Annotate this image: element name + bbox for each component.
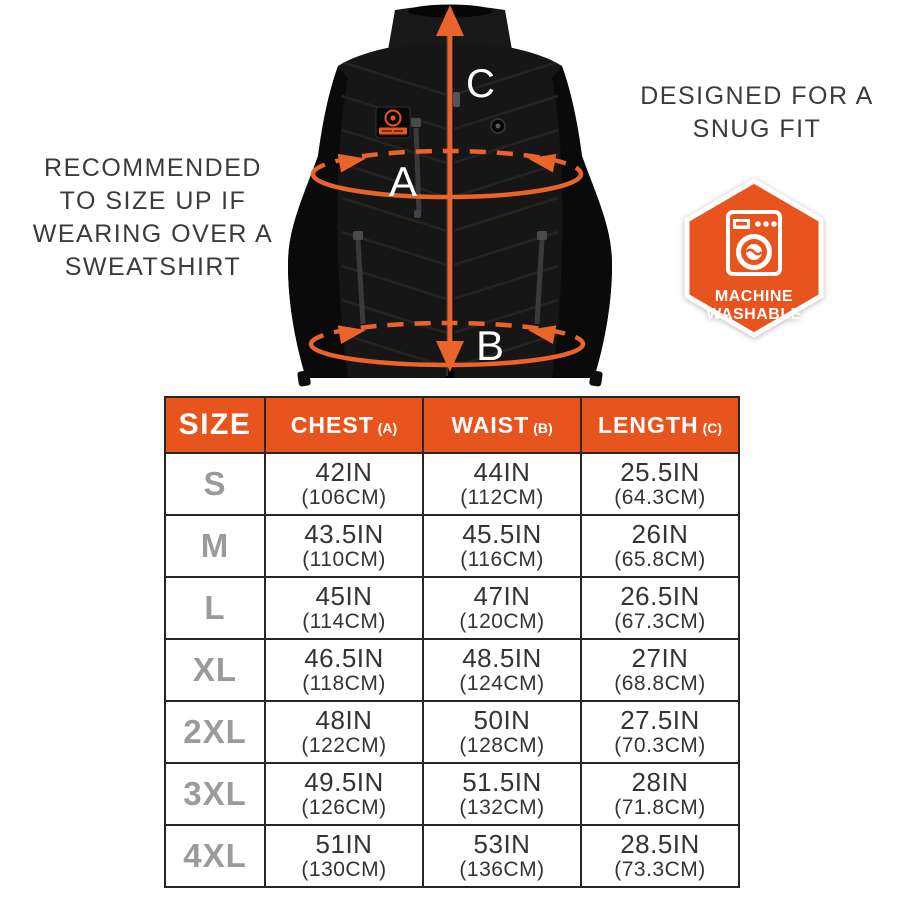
value-inches: 48IN	[315, 705, 373, 735]
value-cm: (110CM)	[302, 548, 386, 571]
chest-cell	[265, 639, 423, 701]
chest-cell	[265, 701, 423, 763]
value-cm: (114CM)	[302, 610, 386, 633]
value-cm: (128CM)	[459, 734, 545, 757]
value-inches: 42IN	[315, 457, 373, 487]
size-cell: 4XL	[165, 825, 265, 887]
value-inches: 50IN	[473, 705, 531, 735]
vest-button	[491, 119, 505, 133]
table-row	[165, 825, 739, 887]
length-label: C	[466, 62, 495, 106]
value-cm: (64.3CM)	[614, 486, 706, 509]
value-cm: (106CM)	[301, 486, 387, 509]
value-cm: (132CM)	[459, 796, 545, 819]
size-chart-table	[164, 396, 740, 888]
length-cell	[581, 515, 739, 577]
value-cm: (124CM)	[459, 672, 545, 695]
value-inches: 51.5IN	[462, 767, 542, 797]
snug-fit-note	[608, 80, 900, 146]
size-cell: 2XL	[165, 701, 265, 763]
value-cm: (112CM)	[460, 486, 544, 509]
length-cell	[581, 825, 739, 887]
size-cell: S	[165, 453, 265, 515]
chest-label: A	[388, 158, 418, 205]
waist-cell	[423, 825, 581, 887]
value-inches: 28.5IN	[620, 829, 700, 859]
value-inches: 48.5IN	[462, 643, 542, 673]
waist-cell	[423, 515, 581, 577]
note-line: DESIGNED FOR A	[640, 82, 874, 110]
chest-cell	[265, 825, 423, 887]
value-inches: 45IN	[315, 581, 373, 611]
col-header-label: CHEST	[290, 411, 374, 438]
machine-washable-badge	[681, 178, 827, 338]
waist-cell	[423, 453, 581, 515]
note-line: SNUG FIT	[692, 115, 822, 143]
col-header-label: SIZE	[178, 408, 252, 441]
length-cell	[581, 577, 739, 639]
chest-cell	[265, 453, 423, 515]
waist-cell	[423, 577, 581, 639]
value-inches: 26IN	[631, 519, 689, 549]
value-inches: 43.5IN	[304, 519, 384, 549]
col-header-label: LENGTH	[598, 411, 699, 438]
value-inches: 53IN	[473, 829, 531, 859]
value-cm: (71.8CM)	[614, 796, 706, 819]
sizing-recommendation-note	[8, 152, 298, 284]
size-cell: L	[165, 577, 265, 639]
value-inches: 45.5IN	[462, 519, 542, 549]
col-header-sub: (B)	[533, 419, 553, 436]
table-row	[165, 515, 739, 577]
value-cm: (122CM)	[301, 734, 387, 757]
value-inches: 25.5IN	[620, 457, 700, 487]
size-cell: M	[165, 515, 265, 577]
note-line: SWEATSHIRT	[64, 253, 242, 281]
value-inches: 27.5IN	[620, 705, 700, 735]
table-row	[165, 577, 739, 639]
waist-cell	[423, 701, 581, 763]
value-cm: (120CM)	[459, 610, 545, 633]
value-inches: 47IN	[473, 581, 531, 611]
value-inches: 51IN	[315, 829, 373, 859]
value-cm: (73.3CM)	[614, 858, 706, 881]
table-header-row	[165, 397, 739, 453]
table-row	[165, 763, 739, 825]
col-header-size	[165, 397, 265, 453]
length-cell	[581, 763, 739, 825]
length-cell	[581, 453, 739, 515]
machine-washable-hexagon	[681, 178, 827, 338]
value-cm: (68.8CM)	[614, 672, 706, 695]
value-inches: 46.5IN	[304, 643, 384, 673]
chest-cell	[265, 577, 423, 639]
size-cell: 3XL	[165, 763, 265, 825]
badge-text-line1: MACHINE	[714, 288, 794, 305]
value-inches: 28IN	[631, 767, 689, 797]
table-row	[165, 453, 739, 515]
value-cm: (70.3CM)	[614, 734, 706, 757]
col-header-label: WAIST	[451, 411, 530, 438]
value-cm: (67.3CM)	[614, 610, 706, 633]
value-cm: (136CM)	[459, 858, 545, 881]
value-cm: (130CM)	[301, 858, 387, 881]
brand-patch	[376, 107, 410, 138]
length-cell	[581, 639, 739, 701]
chest-cell	[265, 763, 423, 825]
col-header-chest	[265, 397, 423, 453]
value-inches: 44IN	[473, 457, 531, 487]
size-cell: XL	[165, 639, 265, 701]
note-line: WEARING OVER A	[32, 220, 274, 248]
value-inches: 26.5IN	[620, 581, 700, 611]
value-cm: (65.8CM)	[614, 548, 706, 571]
value-inches: 27IN	[631, 643, 689, 673]
waist-cell	[423, 639, 581, 701]
col-header-waist	[423, 397, 581, 453]
vest-illustration	[278, 0, 622, 392]
length-cell	[581, 701, 739, 763]
table-row	[165, 701, 739, 763]
waist-label: B	[475, 322, 505, 369]
note-line: RECOMMENDED	[44, 154, 262, 182]
value-cm: (118CM)	[302, 672, 386, 695]
table-row	[165, 639, 739, 701]
value-cm: (116CM)	[460, 548, 544, 571]
waist-cell	[423, 763, 581, 825]
chest-cell	[265, 515, 423, 577]
note-line: TO SIZE UP IF	[59, 187, 247, 215]
col-header-length	[581, 397, 739, 453]
col-header-sub: (C)	[702, 419, 722, 436]
value-inches: 49.5IN	[304, 767, 384, 797]
value-cm: (126CM)	[301, 796, 387, 819]
badge-text-line2: WASHABLE	[706, 306, 802, 323]
col-header-sub: (A)	[377, 419, 398, 436]
vest-measurement-figure	[278, 0, 622, 392]
